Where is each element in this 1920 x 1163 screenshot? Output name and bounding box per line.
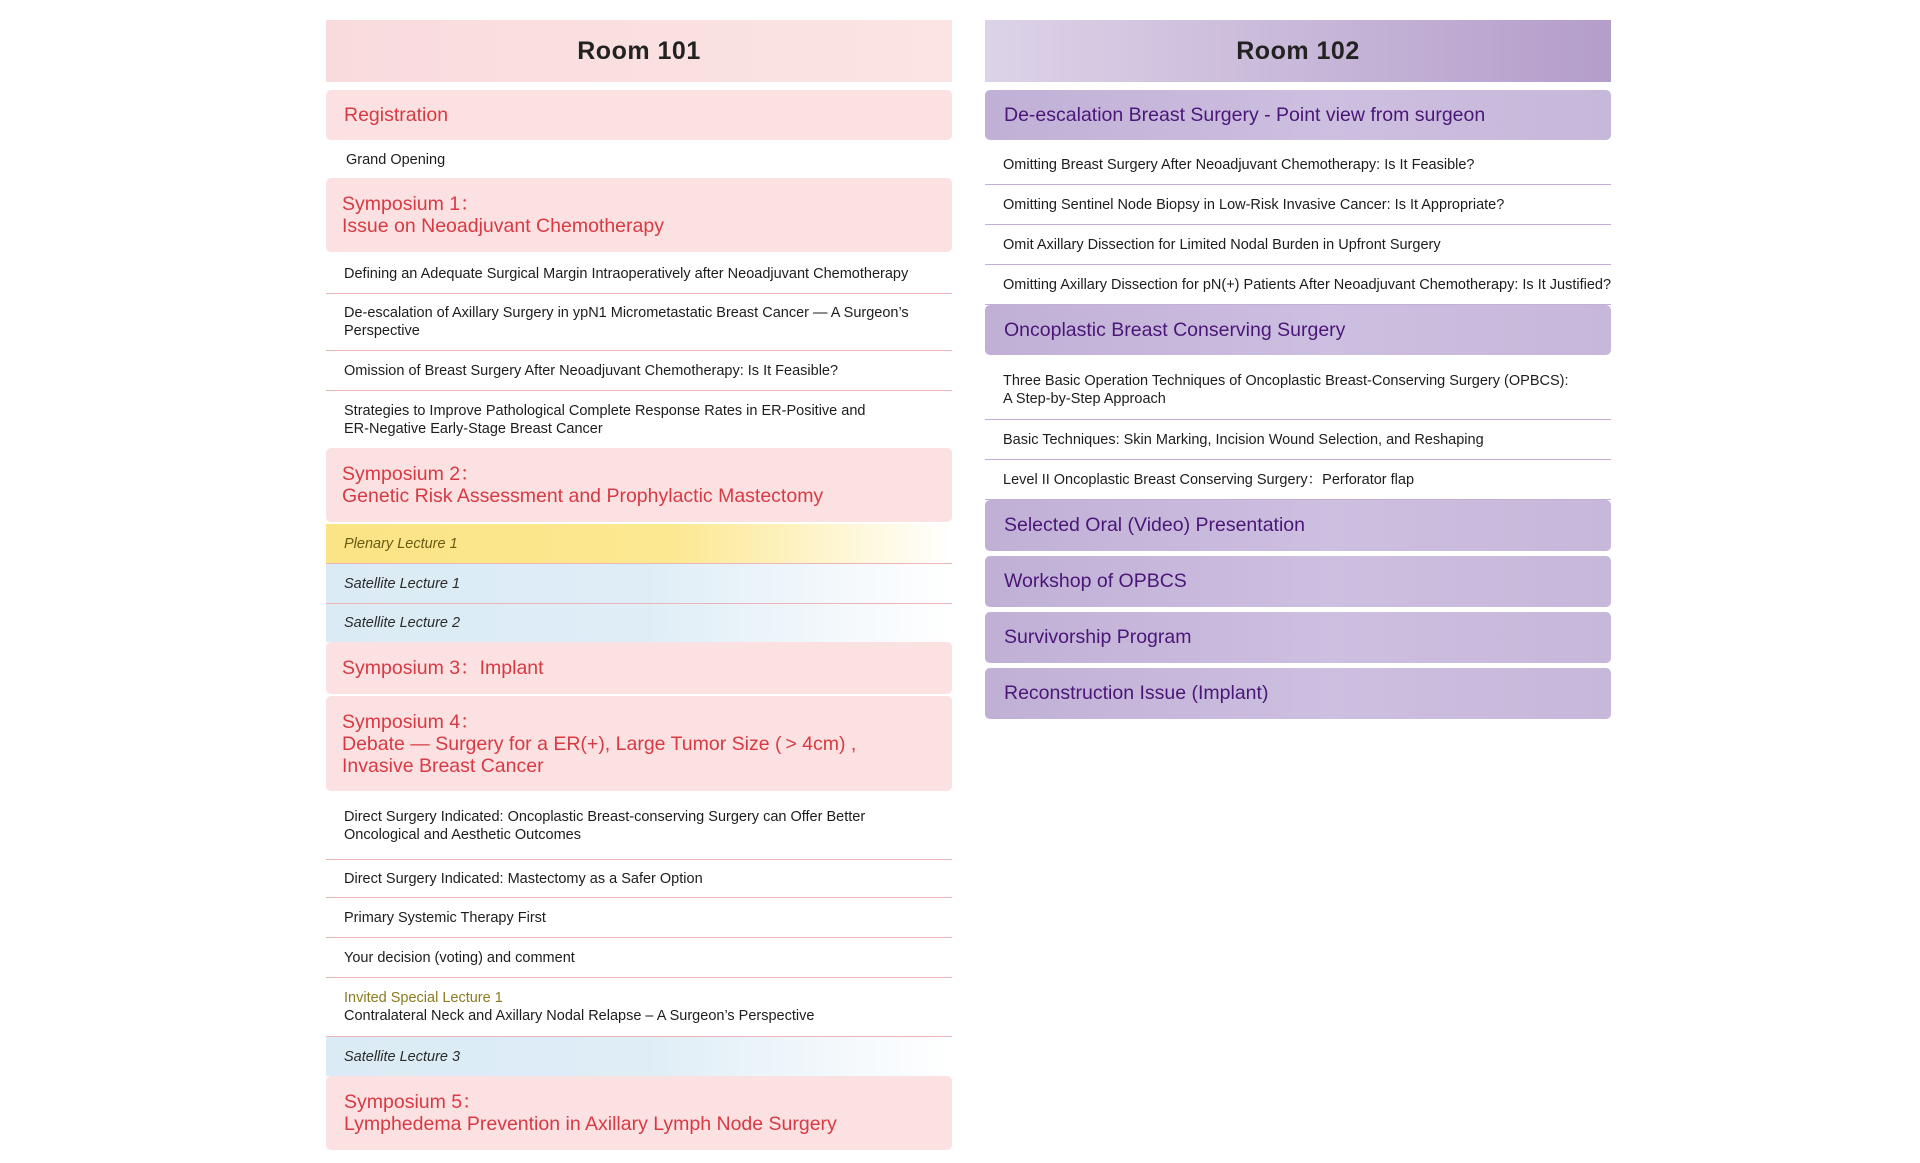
oncoplastic-talk[interactable]: Three Basic Operation Techniques of Oncoplastic Breast-Conserving Surgery (OPBCS): A Step-by-Step Approach bbox=[985, 360, 1611, 420]
reconstruction-title: Reconstruction Issue (Implant) bbox=[1004, 682, 1269, 704]
symposium-3-block[interactable] bbox=[326, 642, 952, 694]
registration-label: Registration bbox=[344, 104, 449, 126]
deescalation-session-block[interactable] bbox=[985, 90, 1611, 140]
satellite-lecture-1[interactable]: Satellite Lecture 1 bbox=[326, 564, 952, 604]
selected-oral-title: Selected Oral (Video) Presentation bbox=[1004, 514, 1305, 536]
symposium-1-number: Symposium 1： bbox=[342, 193, 480, 215]
deescalation-title: De-escalation Breast Surgery - Point view from surgeon bbox=[1004, 103, 1486, 126]
symposium-3-title: Symposium 3：Implant bbox=[342, 657, 544, 679]
registration-block[interactable] bbox=[326, 90, 952, 140]
grand-opening: Grand Opening bbox=[346, 152, 446, 168]
satellite-lecture-2[interactable]: Satellite Lecture 2 bbox=[326, 604, 952, 642]
symposium-5-title: Lymphedema Prevention in Axillary Lymph Node Surgery bbox=[344, 1113, 837, 1135]
invited-lecture-tag: Invited Special Lecture 1 bbox=[344, 990, 503, 1006]
workshop-opbcs-block[interactable] bbox=[985, 556, 1611, 607]
symposium-4-talk[interactable]: Direct Surgery Indicated: Oncoplastic Breast-conserving Surgery can Offer Better Oncological and Aesthetic Outcomes bbox=[326, 793, 952, 860]
symposium-4-talk[interactable]: Primary Systemic Therapy First bbox=[326, 898, 952, 938]
symposium-1-talk[interactable]: De-escalation of Axillary Surgery in ypN1 Micrometastatic Breast Cancer — A Surgeon’s Perspective bbox=[326, 294, 952, 351]
symposium-2-number: Symposium 2： bbox=[342, 463, 480, 485]
symposium-1-talk[interactable]: Defining an Adequate Surgical Margin Intraoperatively after Neoadjuvant Chemotherapy bbox=[326, 254, 952, 294]
room-102-column bbox=[985, 20, 1611, 724]
symposium-1-talk[interactable]: Strategies to Improve Pathological Complete Response Rates in ER-Positive and ER-Negative Early-Stage Breast Cancer bbox=[344, 402, 866, 437]
symposium-2-block[interactable] bbox=[326, 448, 952, 522]
satellite-lecture-3[interactable]: Satellite Lecture 3 bbox=[326, 1037, 952, 1076]
oncoplastic-talk[interactable]: Basic Techniques: Skin Marking, Incision Wound Selection, and Reshaping bbox=[985, 420, 1611, 460]
deescalation-talk[interactable]: Omitting Sentinel Node Biopsy in Low-Risk Invasive Cancer: Is It Appropriate? bbox=[985, 185, 1611, 225]
symposium-1-title: Issue on Neoadjuvant Chemotherapy bbox=[342, 215, 664, 237]
symposium-4-talk[interactable]: Direct Surgery Indicated: Mastectomy as a Safer Option bbox=[326, 860, 952, 898]
room-101-column bbox=[326, 20, 952, 1152]
symposium-1-block[interactable] bbox=[326, 178, 952, 252]
plenary-lecture-1[interactable]: Plenary Lecture 1 bbox=[326, 524, 952, 564]
room-102-header: Room 102 bbox=[985, 20, 1611, 82]
survivorship-title: Survivorship Program bbox=[1004, 626, 1192, 648]
symposium-5-number: Symposium 5： bbox=[344, 1091, 482, 1113]
deescalation-talk[interactable]: Omitting Axillary Dissection for pN(+) Patients After Neoadjuvant Chemotherapy: Is It Justified? bbox=[985, 265, 1611, 305]
oncoplastic-talk[interactable]: Level II Oncoplastic Breast Conserving Surgery：Perforator flap bbox=[985, 460, 1611, 500]
deescalation-talk[interactable]: Omit Axillary Dissection for Limited Nodal Burden in Upfront Surgery bbox=[985, 225, 1611, 265]
invited-special-lecture-1[interactable] bbox=[326, 978, 952, 1037]
room-102-sessions bbox=[985, 90, 1611, 719]
symposium-4-block[interactable] bbox=[326, 696, 952, 791]
survivorship-program-block[interactable] bbox=[985, 612, 1611, 663]
reconstruction-issue-block[interactable] bbox=[985, 668, 1611, 719]
oncoplastic-title: Oncoplastic Breast Conserving Surgery bbox=[1004, 318, 1346, 341]
symposium-5-block[interactable] bbox=[326, 1076, 952, 1150]
workshop-title: Workshop of OPBCS bbox=[1004, 570, 1187, 592]
room-101-header: Room 101 bbox=[326, 20, 952, 82]
oncoplastic-session-block[interactable] bbox=[985, 305, 1611, 355]
symposium-4-title: Debate — Surgery for a ER(+), Large Tumor Size ( > 4cm) , Invasive Breast Cancer bbox=[342, 732, 857, 777]
invited-lecture-title: Contralateral Neck and Axillary Nodal Relapse – A Surgeon’s Perspective bbox=[344, 1008, 815, 1024]
symposium-2-title: Genetic Risk Assessment and Prophylactic Mastectomy bbox=[342, 485, 824, 507]
room-101-sessions bbox=[326, 90, 952, 1150]
symposium-4-number: Symposium 4： bbox=[342, 710, 480, 733]
symposium-4-talk[interactable]: Your decision (voting) and comment bbox=[326, 938, 952, 978]
deescalation-talk[interactable]: Omitting Breast Surgery After Neoadjuvant Chemotherapy: Is It Feasible? bbox=[985, 145, 1611, 185]
symposium-1-talk[interactable]: Omission of Breast Surgery After Neoadjuvant Chemotherapy: Is It Feasible? bbox=[326, 351, 952, 391]
selected-oral-presentation-block[interactable] bbox=[985, 500, 1611, 551]
